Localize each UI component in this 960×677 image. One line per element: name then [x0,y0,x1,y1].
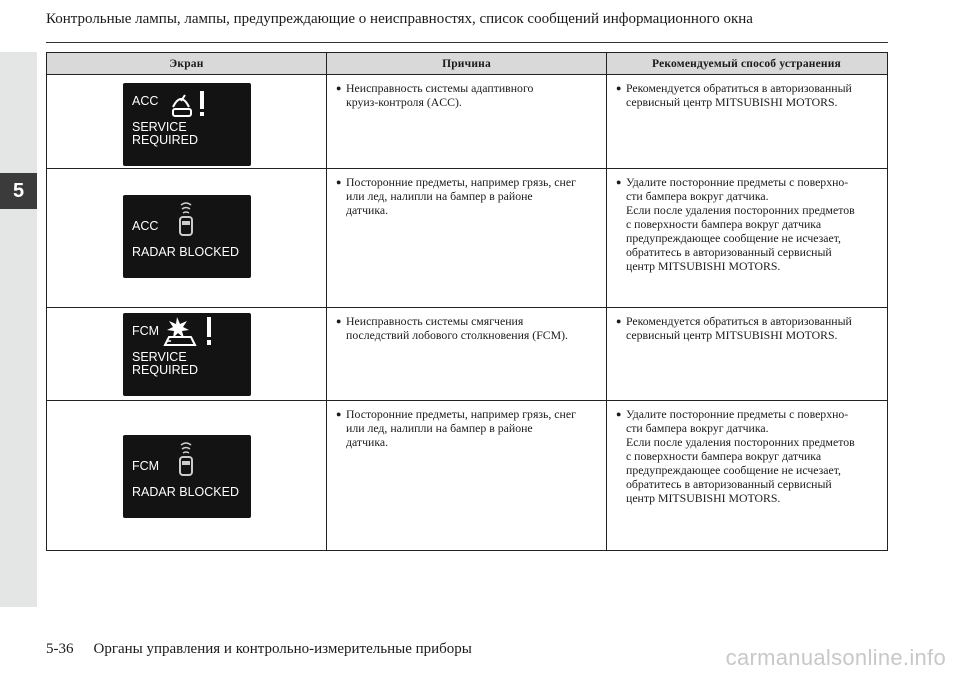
screen-message: FCM RADAR BLOCKED [132,459,239,499]
screen-cell [47,401,327,550]
page-footer [46,641,472,658]
bullet-icon: ● [616,177,622,187]
bullet-icon: ● [336,409,342,419]
bullet-icon: ● [616,316,622,326]
watermark: carmanualsonline.info [725,645,946,670]
table-row [47,308,887,401]
screen-cell [47,308,327,400]
header-divider [46,42,888,43]
remedy-cell: ● Удалите посторонние предметы с поверхно- сти бампера вокруг датчика. Если после удаления посторонних предметов с поверхности бампера вокруг датчика предупреждающее сообщение не исчезает, обратитесь в авторизованный сервисный центр MITSUBISHI MOTORS. [616,175,855,273]
header-screen: Экран [47,53,327,74]
screen-cell [47,169,327,307]
screen-message: FCM SERVICE REQUIRED [132,324,198,377]
message-table [46,52,888,551]
display-screen [123,195,251,278]
header-cause: Причина [327,53,607,74]
table-row [47,75,887,169]
header-remedy: Рекомендуемый способ устранения [652,57,841,70]
remedy-cell: ● Рекомендуется обратиться в авторизованный сервисный центр MITSUBISHI MOTORS. [616,314,852,342]
section-title: Органы управления и контрольно-измерительные приборы [93,641,472,657]
display-screen [123,435,251,518]
table-header-row [47,53,887,75]
table-row [47,169,887,308]
remedy-cell: ● Рекомендуется обратиться в авторизованный сервисный центр MITSUBISHI MOTORS. [616,81,852,109]
bullet-icon: ● [616,83,622,93]
bullet-icon: ● [336,316,342,326]
display-screen [123,83,251,166]
bullet-icon: ● [336,83,342,93]
table-row [47,401,887,550]
bullet-icon: ● [336,177,342,187]
bullet-icon: ● [616,409,622,419]
cause-cell: ● Неисправность системы смягчения последствий лобового столкновения (FCM). [327,308,607,400]
page-number: 5-36 [46,641,74,657]
page-header: Контрольные лампы, лампы, предупреждающие о неисправностях, список сообщений информационного окна [46,11,753,27]
cause-cell: ● Неисправность системы адаптивного круиз-контроля (ACC). [327,75,607,168]
screen-cell [47,75,327,168]
side-strip [0,52,37,607]
screen-message: ACC RADAR BLOCKED [132,219,239,259]
chapter-tab: 5 [0,173,37,209]
screen-message: ACC SERVICE REQUIRED [132,94,198,147]
remedy-cell: ● Удалите посторонние предметы с поверхно- сти бампера вокруг датчика. Если после удаления посторонних предметов с поверхности бампера вокруг датчика предупреждающее сообщение не исчезает, обратитесь в авторизованный сервисный центр MITSUBISHI MOTORS. [616,407,855,505]
display-screen [123,313,251,396]
cause-cell: ● Посторонние предметы, например грязь, снег или лед, налипли на бампер в районе датчика. [327,169,607,307]
cause-cell: ● Посторонние предметы, например грязь, снег или лед, налипли на бампер в районе датчика. [327,401,607,550]
